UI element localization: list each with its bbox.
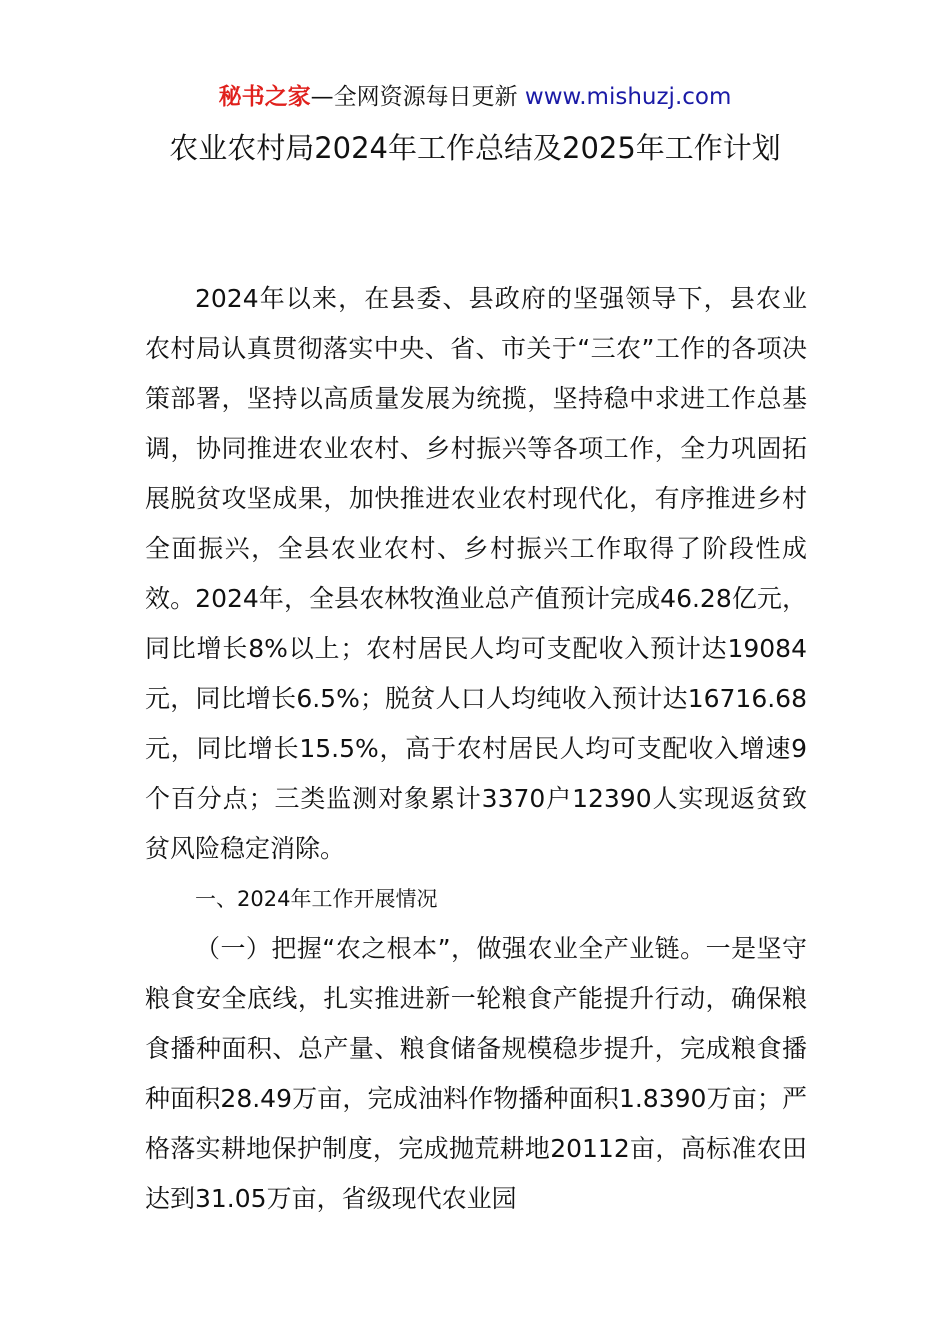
document-body — [145, 274, 807, 1224]
section-heading: 一、2024年工作开展情况 — [195, 887, 438, 911]
site-slogan: —全网资源每日更新 — [310, 84, 525, 110]
intro-paragraph: 2024年以来，在县委、县政府的坚强领导下，县农业农村局认真贯彻落实中央、省、市关于“三农”工作的各项决策部署，坚持以高质量发展为统揽，坚持稳中求进工作总基调，协同推进农业农村、乡村振兴等各项工作，全力巩固拓展脱贫攻坚成果，加快推进农业农村现代化，有序推进乡村全面振兴，全县农业农村、乡村振兴工作取得了阶段性成效。2024年，全县农林牧渔业总产值预计完成46.28亿元，同比增长8%以上；农村居民人均可支配收入预计达19084元，同比增长6.5%；脱贫人口人均纯收入预计达16716.68元，同比增长15.5%，高于农村居民人均可支配收入增速9个百分点；三类监测对象累计3370户12390人实现返贫致贫风险稳定消除。 — [145, 284, 807, 863]
section-paragraph: （一）把握“农之根本”，做强农业全产业链。一是坚守粮食安全底线，扎实推进新一轮粮食产能提升行动，确保粮食播种面积、总产量、粮食储备规模稳步提升，完成粮食播种面积28.49万亩，完成油料作物播种面积1.8390万亩；严格落实耕地保护制度，完成抛荒耕地20112亩，高标准农田达到31.05万亩，省级现代农业园 — [145, 934, 807, 1213]
brand-name: 秘书之家 — [218, 84, 311, 110]
document-title: 农业农村局2024年工作总结及2025年工作计划 — [169, 131, 781, 165]
site-url-link[interactable]: www.mishuzj.com — [524, 84, 732, 110]
site-header — [0, 80, 950, 114]
